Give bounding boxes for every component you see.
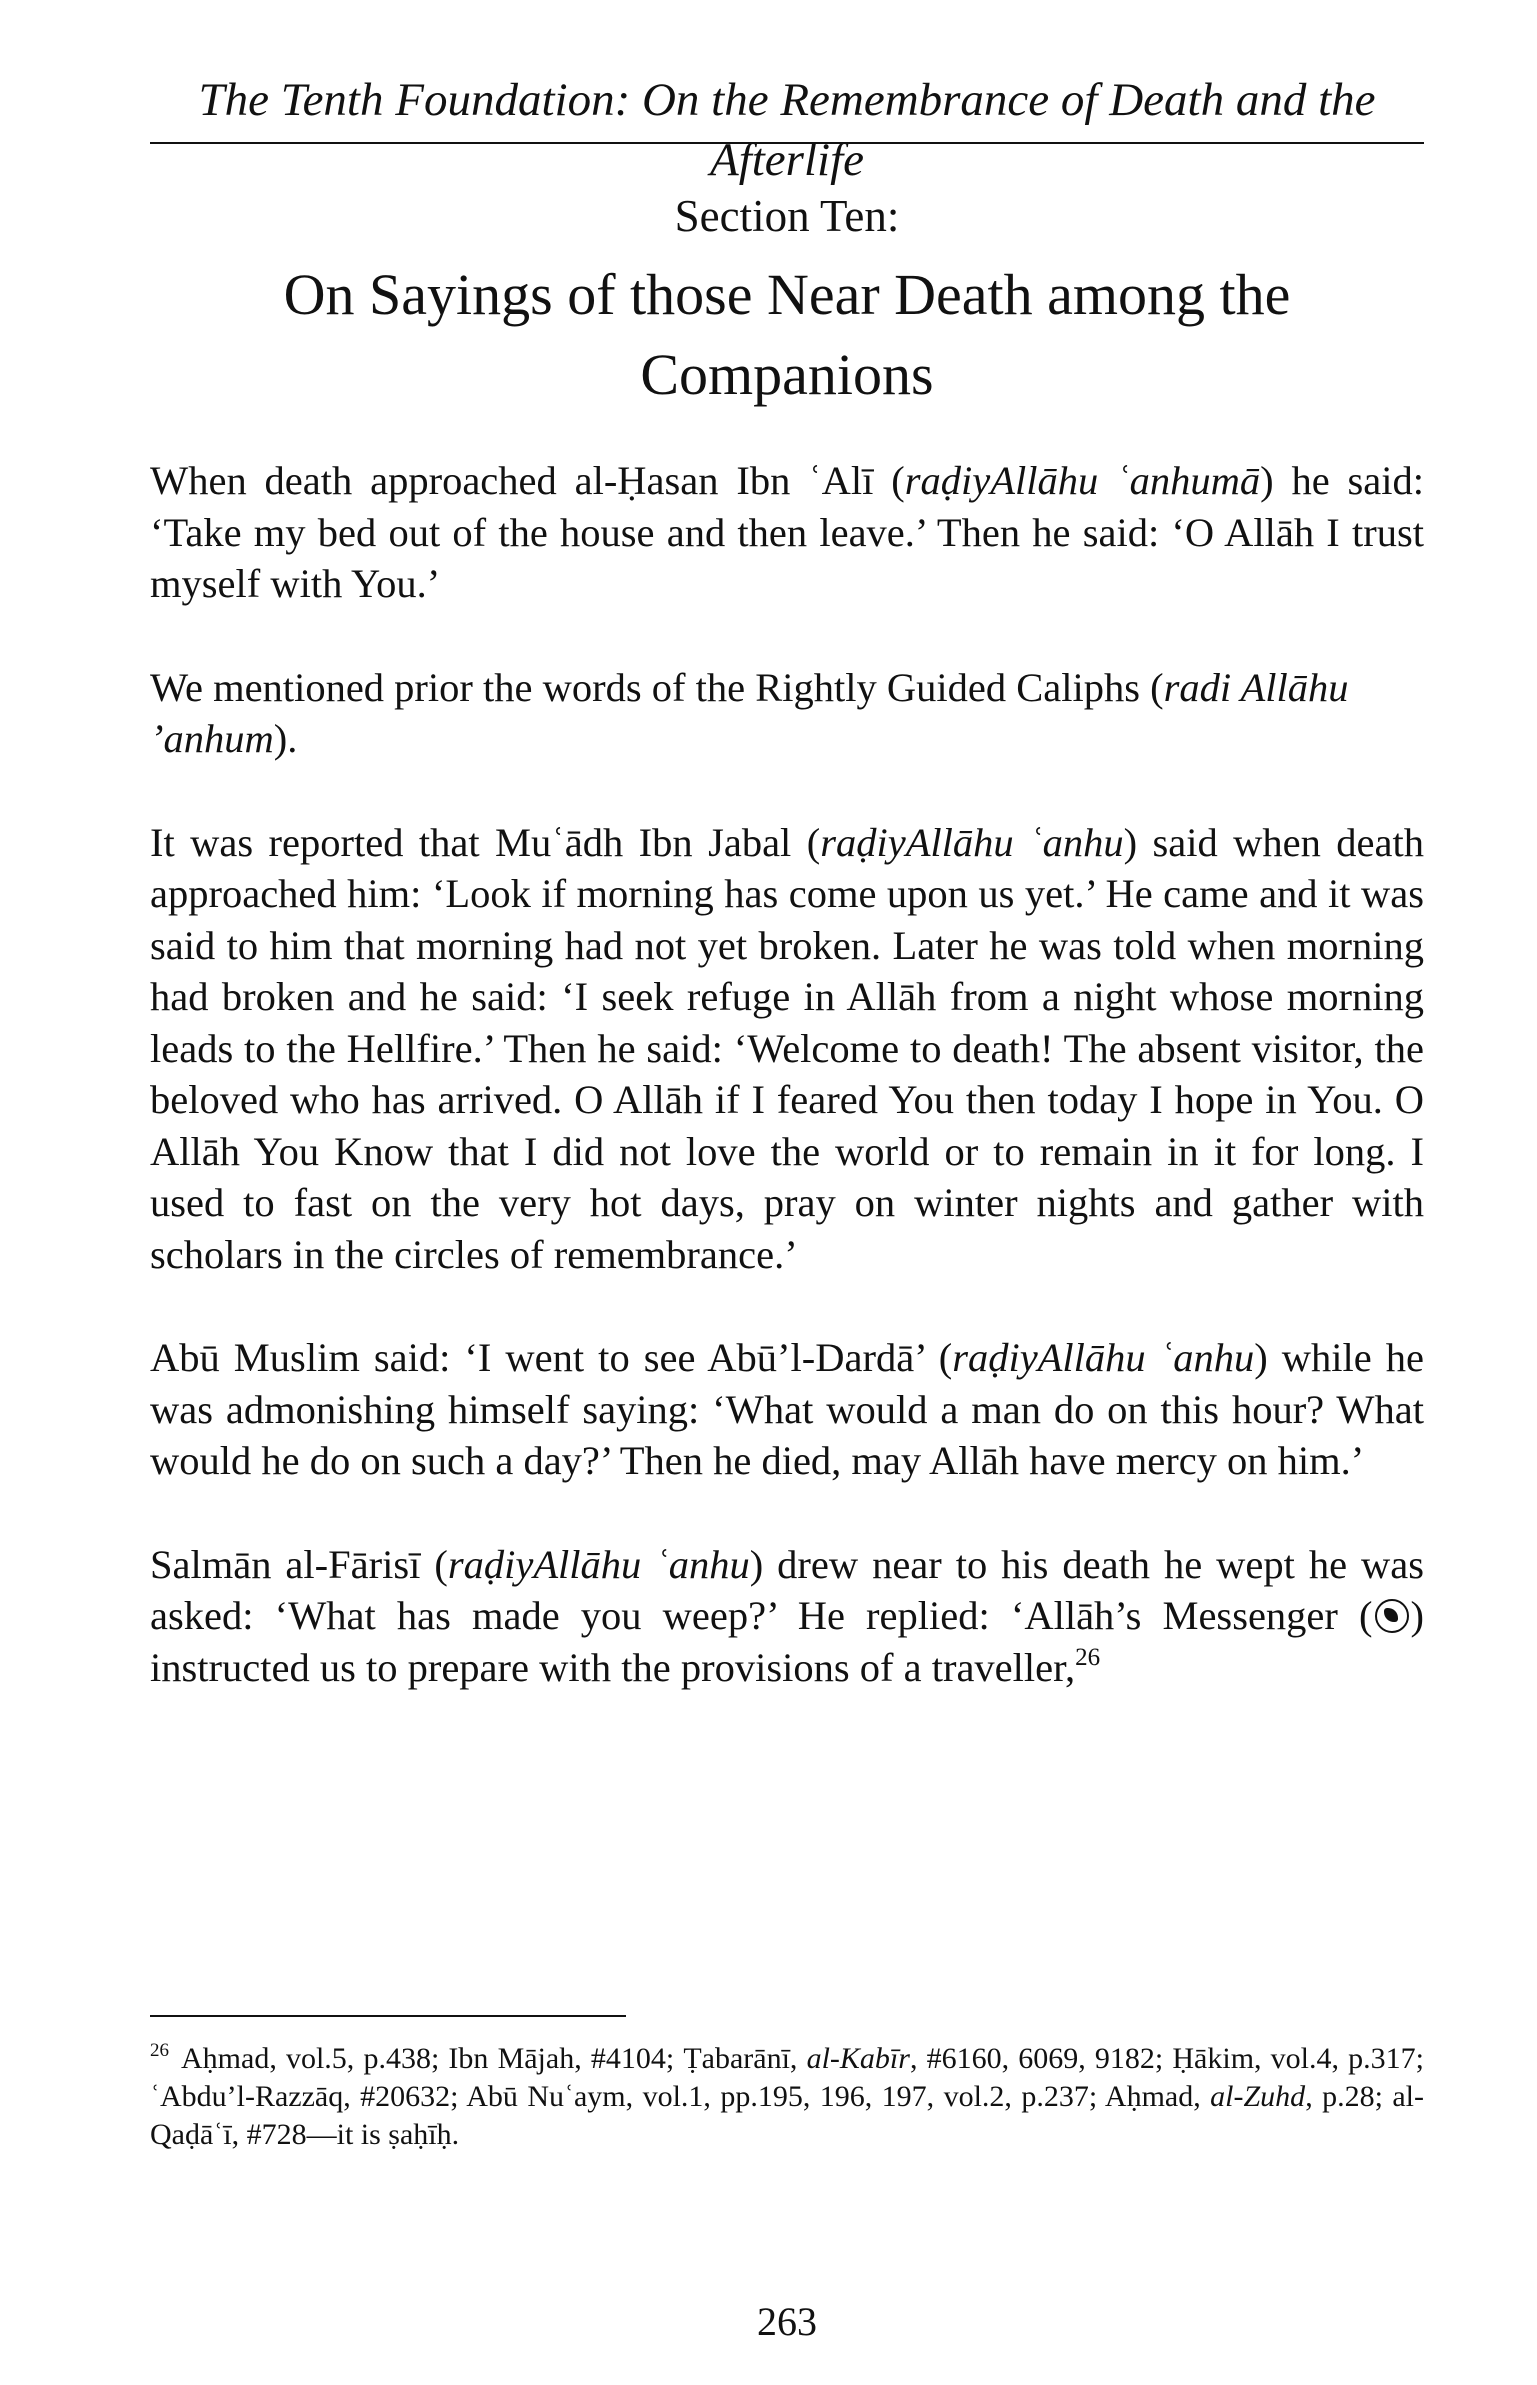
text: Aḥmad, vol.5, p.438; Ibn Mājah, #4104; Ṭabarānī, (181, 2042, 807, 2075)
paragraph-muadh (150, 817, 1424, 1281)
text: , p.28; al-Qaḍāʿī, #728—it is ṣaḥīḥ. (150, 2080, 1424, 2151)
honorific: raḍiyAllāhu ʿanhu (952, 1335, 1255, 1380)
footnote-reference[interactable]: 26 (1075, 1643, 1101, 1671)
text: Salmān al-Fārisī ( (150, 1541, 448, 1587)
section-title-line-2: Companions (640, 342, 934, 407)
paragraph-abu-muslim (150, 1332, 1424, 1487)
header-rule (150, 142, 1424, 144)
work-title: al-Zuhd (1210, 2080, 1306, 2113)
body-text (150, 455, 1424, 1693)
honorific: raḍiyAllāhu ʿanhu (447, 1541, 750, 1587)
text: ) he said: ‘Take my bed out of the house and then leave.’ Then he said: ‘O Allāh I trust myself with You.’ (150, 458, 1425, 606)
text: We mentioned prior the words of the Rightly Guided Caliphs ( (150, 664, 1164, 710)
honorific: raḍiyAllāhu ʿanhumā (904, 458, 1261, 503)
text: Abū Muslim said: ‘I went to see Abū’l-Dardā’ ( (150, 1335, 953, 1380)
paragraph-caliphs (150, 662, 1424, 765)
text: ) said when death approached him: ‘Look if morning has come upon us yet.’ He came and it was said to him that morning had not yet broken. Later he was told when morning had broken and he said: ‘I seek refuge in Allāh from a night whose morning leads to the Hellfire.’ Then he said: ‘Welcome to death! The absent visitor, the beloved who has arrived. O Allāh if I feared You then today I hope in You. O Allāh You Know that I did not love the world or to remain in it for long. I used to fast on the very hot days, pray on winter nights and gather with scholars in the circles of remembrance.’ (150, 819, 1424, 1277)
paragraph-hasan (150, 455, 1424, 610)
honorific: radi Allāhu ’anhum (150, 664, 1349, 761)
section-title-line-1: On Sayings of those Near Death among the (283, 262, 1291, 327)
paragraph-salman (150, 1539, 1424, 1694)
text: ) while he was admonishing himself saying: ‘What would a man do on this hour? What would he do on such a day?’ Then he died, may Allāh have mercy on him.’ (150, 1335, 1424, 1483)
text: When death approached al-Ḥasan Ibn ʿAlī ( (150, 458, 905, 503)
section-label: Section Ten: (674, 191, 900, 241)
page-number: 263 (757, 2299, 817, 2344)
text: ) drew near to his death he wept he was asked: ‘What has made you weep?’ He replied: ‘Allāh’s Messenger ( (150, 1541, 1424, 1638)
footnote (150, 2040, 1424, 2154)
work-title: al-Kabīr (806, 2042, 910, 2075)
text: ) instructed us to prepare with the provisions of a traveller, (150, 1593, 1424, 1690)
text: ). (273, 716, 298, 761)
pbuh-calligraphy-icon (1375, 1599, 1409, 1633)
honorific: raḍiyAllāhu ʿanhu (820, 819, 1124, 865)
footnote-number: 26 (150, 2040, 169, 2061)
text: , #6160, 6069, 9182; Ḥākim, vol.4, p.317; ʿAbdu’l-Razzāq, #20632; Abū Nuʿaym, vol.1, pp.195, 196, 197, vol.2, p.237; Aḥmad, (150, 2042, 1424, 2113)
text: It was reported that Muʿādh Ibn Jabal ( (150, 819, 821, 865)
running-head: The Tenth Foundation: On the Remembrance of Death and the Afterlife (198, 74, 1376, 186)
footnote-rule (150, 2015, 626, 2017)
section-title (150, 255, 1424, 415)
